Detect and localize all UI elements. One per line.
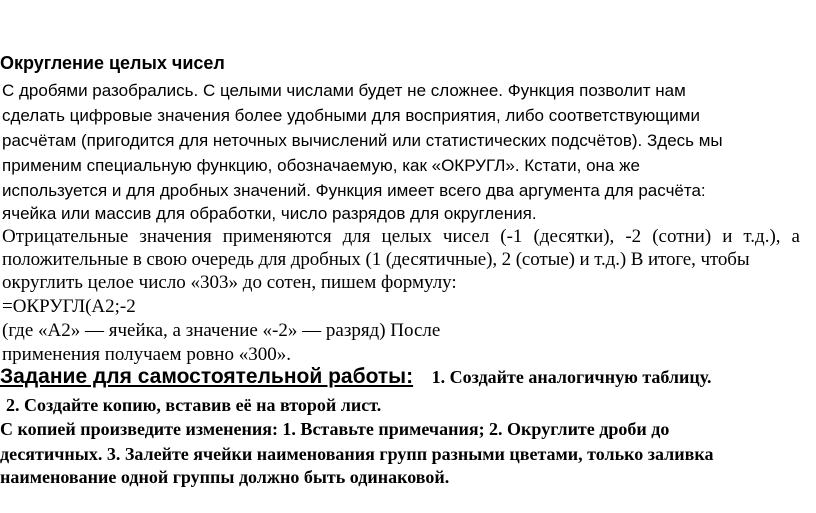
text-line: (где «А2» — ячейка, а значение «-2» — разряд) После [2, 320, 441, 341]
text-line: округлить целое число «303» до сотен, пишем формулу: [2, 272, 457, 293]
text-line: расчётам (пригодится для неточных вычислений или статистических подсчётов). Здесь мы [2, 131, 723, 150]
task-item-1: 1. Создайте аналогичную таблицу. [431, 367, 712, 387]
text-line: применения получаем ровно «300». [2, 344, 291, 365]
text-line: десятичных. 3. Залейте ячейки наименования групп разными цветами, только заливка [0, 444, 714, 464]
text-line: положительные в свою очередь для дробных (1 (десятичные), 2 (сотые) и т.д.) В итоге, чтобы [2, 249, 750, 270]
text-line: ячейка или массив для обработки, число разрядов для округления. [2, 204, 537, 223]
text-line: наименование одной группы должно быть одинаковой. [0, 467, 450, 487]
task-item-2: 2. Создайте копию, вставив её на второй лист. [6, 395, 382, 415]
text-line: Отрицательные значения применяются для целых чисел (-1 (десятки), -2 (сотни) и т.д.), а [2, 226, 800, 247]
text-line: используется и для дробных значений. Функция имеет всего два аргумента для расчёта: [2, 181, 706, 200]
text-line: С дробями разобрались. С целыми числами будет не сложнее. Функция позволит нам [2, 81, 686, 100]
text-line: применим специальную функцию, обозначаемую, как «ОКРУГЛ». Кстати, она же [2, 156, 640, 175]
task-line-1 [0, 366, 711, 389]
text-line: сделать цифровые значения более удобными для восприятия, либо соответствующими [2, 106, 700, 125]
section-heading: Округление целых чисел [0, 53, 225, 73]
task-label: Задание для самостоятельной работы: [0, 365, 414, 388]
text-line: С копией произведите изменения: 1. Вставьте примечания; 2. Округлите дроби до [0, 419, 670, 439]
formula-text: =ОКРУГЛ(А2;-2 [2, 296, 136, 317]
